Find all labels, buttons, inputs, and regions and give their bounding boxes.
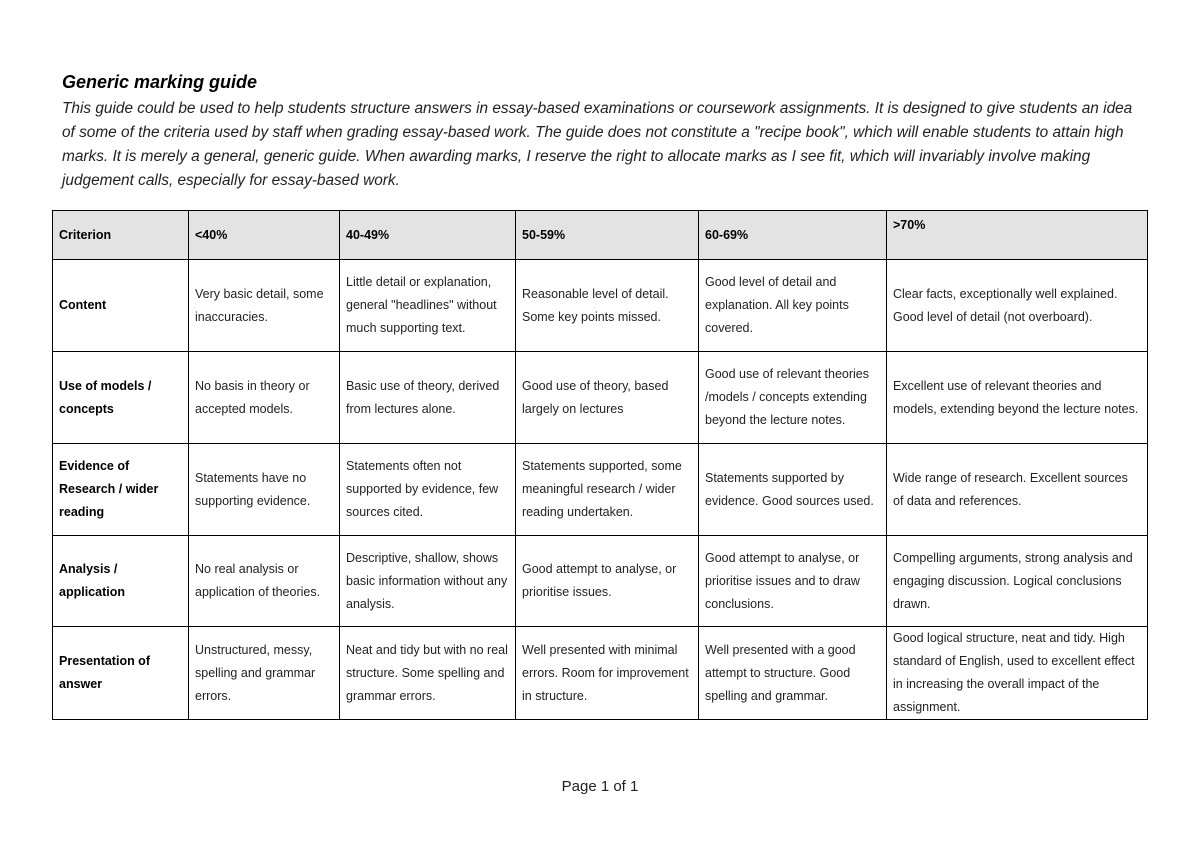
page-title: Generic marking guide <box>62 72 258 92</box>
grade-cell: Compelling arguments, strong analysis and engaging discussion. Logical conclusions drawn. <box>887 536 1148 627</box>
criterion-cell: Content <box>53 260 189 352</box>
grade-cell: Good attempt to analyse, or prioritise issues. <box>516 536 699 627</box>
marking-rubric-table <box>52 210 1148 720</box>
header-cell: 40-49% <box>340 211 516 260</box>
criterion-cell: Evidence of Research / wider reading <box>53 444 189 536</box>
grade-cell: Statements often not supported by evidence, few sources cited. <box>340 444 516 536</box>
grade-cell: Wide range of research. Excellent sources of data and references. <box>887 444 1148 536</box>
grade-cell: Good use of theory, based largely on lectures <box>516 352 699 444</box>
table-header-row <box>53 211 1148 260</box>
grade-cell: Descriptive, shallow, shows basic information without any analysis. <box>340 536 516 627</box>
header-cell: 50-59% <box>516 211 699 260</box>
grade-cell: Well presented with minimal errors. Room for improvement in structure. <box>516 627 699 720</box>
table-row <box>53 444 1148 536</box>
table-row <box>53 627 1148 720</box>
grade-cell: No basis in theory or accepted models. <box>189 352 340 444</box>
header-cell: Criterion <box>53 211 189 260</box>
grade-cell: Good level of detail and explanation. All key points covered. <box>699 260 887 352</box>
grade-cell: Unstructured, messy, spelling and grammar errors. <box>189 627 340 720</box>
grade-cell: Neat and tidy but with no real structure. Some spelling and grammar errors. <box>340 627 516 720</box>
page-number: Page 1 of 1 <box>561 778 639 795</box>
intro-paragraph: This guide could be used to help students structure answers in essay-based examinations or coursework assignments. It is designed to give students an idea of some of the criteria used by staff when grading essay-based work. The guide does not constitute a "recipe book", which will enable students to attain high marks. It is merely a general, generic guide. When awarding marks, I reserve the right to allocate marks as I see fit, which will invariably involve making judgement calls, especially for essay-based work. <box>62 100 1133 189</box>
criterion-cell: Use of models / concepts <box>53 352 189 444</box>
grade-cell: Very basic detail, some inaccuracies. <box>189 260 340 352</box>
table-row <box>53 352 1148 444</box>
grade-cell: Reasonable level of detail. Some key points missed. <box>516 260 699 352</box>
grade-cell: Little detail or explanation, general "headlines" without much supporting text. <box>340 260 516 352</box>
grade-cell: Good attempt to analyse, or prioritise issues and to draw conclusions. <box>699 536 887 627</box>
grade-cell: Excellent use of relevant theories and models, extending beyond the lecture notes. <box>887 352 1148 444</box>
grade-cell: Well presented with a good attempt to structure. Good spelling and grammar. <box>699 627 887 720</box>
criterion-cell: Analysis / application <box>53 536 189 627</box>
table-row <box>53 536 1148 627</box>
grade-cell: Basic use of theory, derived from lectures alone. <box>340 352 516 444</box>
grade-cell: Good logical structure, neat and tidy. High standard of English, used to excellent effect in increasing the overall impact of the assignment. <box>887 627 1148 720</box>
grade-cell: Good use of relevant theories /models / concepts extending beyond the lecture notes. <box>699 352 887 444</box>
grade-cell: No real analysis or application of theories. <box>189 536 340 627</box>
table-row <box>53 260 1148 352</box>
grade-cell: Clear facts, exceptionally well explained. Good level of detail (not overboard). <box>887 260 1148 352</box>
grade-cell: Statements supported by evidence. Good sources used. <box>699 444 887 536</box>
criterion-cell: Presentation of answer <box>53 627 189 720</box>
header-cell: >70% <box>887 211 1148 260</box>
grade-cell: Statements supported, some meaningful research / wider reading undertaken. <box>516 444 699 536</box>
grade-cell: Statements have no supporting evidence. <box>189 444 340 536</box>
header-cell: <40% <box>189 211 340 260</box>
header-cell: 60-69% <box>699 211 887 260</box>
